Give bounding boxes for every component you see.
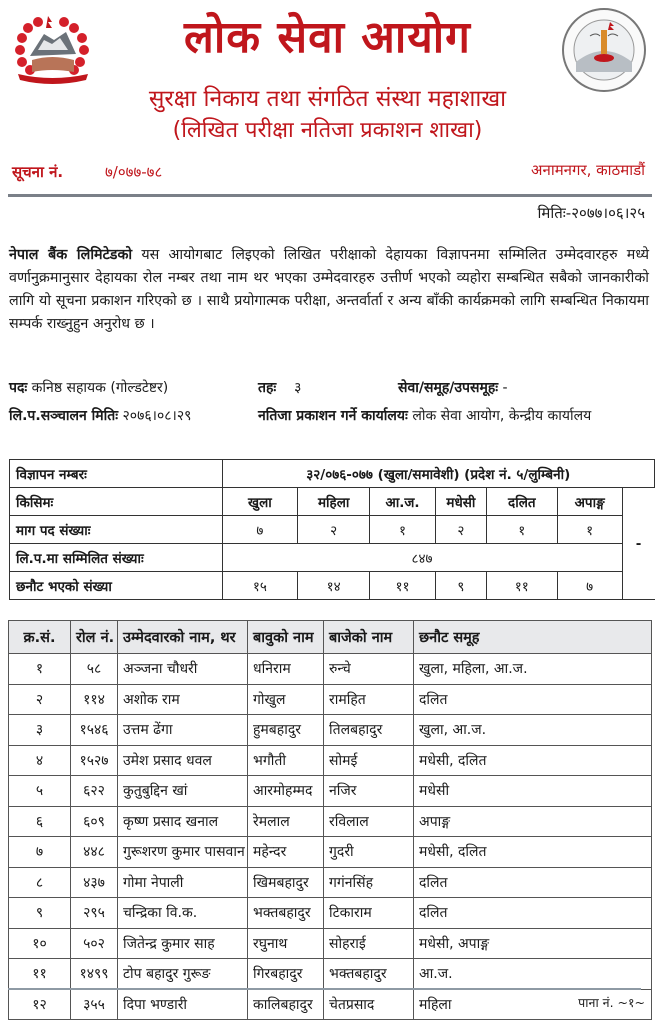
cell-grandfather-name: नजिर bbox=[324, 776, 414, 807]
level-value: ३ bbox=[294, 380, 302, 396]
table-row bbox=[9, 898, 652, 929]
cell-grandfather-name: सोमई bbox=[324, 745, 414, 776]
cell-roll: ३५५ bbox=[71, 989, 118, 1020]
appeared-value: ८४७ bbox=[222, 544, 622, 572]
cell-selected-group: महिला bbox=[414, 989, 652, 1020]
cell-grandfather-name: गुदरी bbox=[324, 837, 414, 868]
demand-cell: १ bbox=[557, 516, 622, 544]
demand-cell: ७ bbox=[222, 516, 298, 544]
cell-roll: १५४६ bbox=[71, 715, 118, 746]
cell-candidate-name: अञ्जना चौधरी bbox=[118, 654, 248, 685]
division-subtitle: सुरक्षा निकाय तथा संगठित संस्था महाशाखा bbox=[148, 86, 507, 112]
demand-cell: १ bbox=[486, 516, 557, 544]
cell-father-name: भगौती bbox=[248, 745, 324, 776]
vacancy-row-ad bbox=[10, 460, 655, 488]
type-cell: आ.ज. bbox=[370, 488, 436, 516]
exam-date-field bbox=[9, 406, 191, 426]
header-grandfather-name: बाजेको नाम bbox=[324, 621, 414, 654]
cell-selected-group: दलित bbox=[414, 898, 652, 929]
cell-serial: ८ bbox=[9, 867, 71, 898]
header-roll: रोल नं. bbox=[71, 621, 118, 654]
post-value: कनिष्ठ सहायक (गोल्डटेष्टर) bbox=[31, 380, 169, 396]
cell-selected-group: खुला, महिला, आ.ज. bbox=[414, 654, 652, 685]
extra-cell: - bbox=[622, 488, 654, 600]
cell-roll: ६२२ bbox=[71, 776, 118, 807]
vacancy-row-demand bbox=[10, 516, 655, 544]
cell-candidate-name: कुतुबुद्दिन खां bbox=[118, 776, 248, 807]
results-body bbox=[9, 654, 652, 1020]
type-cell: खुला bbox=[222, 488, 298, 516]
table-row bbox=[9, 959, 652, 990]
cell-selected-group: अपाङ्ग bbox=[414, 806, 652, 837]
appeared-label: लि.प.मा सम्मिलित संख्याः bbox=[10, 544, 223, 572]
cell-grandfather-name: चेतप्रसाद bbox=[324, 989, 414, 1020]
cell-selected-group: मधेसी, दलित bbox=[414, 837, 652, 868]
post-label: पदः bbox=[9, 380, 28, 396]
cell-grandfather-name: रविलाल bbox=[324, 806, 414, 837]
notice-number: ७/०७७-७८ bbox=[105, 163, 163, 181]
cell-father-name: खिमबहादुर bbox=[248, 867, 324, 898]
cell-grandfather-name: सोहराई bbox=[324, 928, 414, 959]
cell-selected-group: दलित bbox=[414, 867, 652, 898]
header-father-name: बावुको नाम bbox=[248, 621, 324, 654]
table-row bbox=[9, 867, 652, 898]
table-row bbox=[9, 654, 652, 685]
cell-candidate-name: टोप बहादुर गुरूङ bbox=[118, 959, 248, 990]
results-header-row bbox=[9, 621, 652, 654]
table-row bbox=[9, 806, 652, 837]
office-location: अनामनगर, काठमाडौं bbox=[531, 161, 645, 179]
notice-date: मितिः-२०७७।०६।२५ bbox=[537, 204, 645, 222]
exam-date-value: २०७६।०८।२९ bbox=[122, 408, 192, 424]
cell-grandfather-name: भक्तबहादुर bbox=[324, 959, 414, 990]
vacancy-row-appeared bbox=[10, 544, 655, 572]
cell-selected-group: दलित bbox=[414, 684, 652, 715]
cell-serial: ४ bbox=[9, 745, 71, 776]
cell-grandfather-name: रामहित bbox=[324, 684, 414, 715]
publishing-office-value: लोक सेवा आयोग, केन्द्रीय कार्यालय bbox=[412, 408, 592, 424]
cell-roll: १५२७ bbox=[71, 745, 118, 776]
cell-serial: ९ bbox=[9, 898, 71, 929]
cell-candidate-name: उत्तम ढेंगा bbox=[118, 715, 248, 746]
cell-father-name: गिरबहादुर bbox=[248, 959, 324, 990]
page-title: लोक सेवा आयोग bbox=[184, 12, 471, 63]
section-subtitle: (लिखित परीक्षा नतिजा प्रकाशन शाखा) bbox=[172, 118, 483, 143]
service-label: सेवा/समूह/उपसमूहः bbox=[398, 380, 499, 396]
cell-candidate-name: दिपा भण्डारी bbox=[118, 989, 248, 1020]
publishing-office-field bbox=[258, 406, 591, 426]
cell-serial: २ bbox=[9, 684, 71, 715]
cell-father-name: रघुनाथ bbox=[248, 928, 324, 959]
ad-number-label: विज्ञापन नम्बरः bbox=[10, 460, 223, 488]
table-row bbox=[9, 989, 652, 1020]
level-label: तहः bbox=[258, 380, 277, 396]
cell-candidate-name: गुरूशरण कुमार पासवान bbox=[118, 837, 248, 868]
cell-candidate-name: चन्द्रिका वि.क. bbox=[118, 898, 248, 929]
cell-grandfather-name: रुन्चे bbox=[324, 654, 414, 685]
cell-roll: ४४८ bbox=[71, 837, 118, 868]
table-row bbox=[9, 745, 652, 776]
vacancy-row-selected bbox=[10, 572, 655, 600]
cell-roll: २९५ bbox=[71, 898, 118, 929]
type-label: किसिमः bbox=[10, 488, 223, 516]
header-selected-group: छनौट समूह bbox=[414, 621, 652, 654]
organization-name: नेपाल बैंक लिमिटेडको bbox=[9, 247, 133, 263]
selected-cell: ११ bbox=[370, 572, 436, 600]
demand-label: माग पद संख्याः bbox=[10, 516, 223, 544]
post-field bbox=[9, 378, 168, 398]
cell-serial: ५ bbox=[9, 776, 71, 807]
demand-cell: २ bbox=[435, 516, 486, 544]
selected-cell: ७ bbox=[557, 572, 622, 600]
service-value: - bbox=[502, 380, 508, 396]
selected-cell: ११ bbox=[486, 572, 557, 600]
cell-roll: ४३७ bbox=[71, 867, 118, 898]
ad-number-value: ३२/०७६-०७७ (खुला/समावेशी) (प्रदेश नं. ५/लुम्बिनी) bbox=[222, 460, 654, 488]
cell-candidate-name: जितेन्द्र कुमार साह bbox=[118, 928, 248, 959]
service-field bbox=[398, 378, 508, 398]
cell-father-name: हुमबहादुर bbox=[248, 715, 324, 746]
publishing-office-label: नतिजा प्रकाशन गर्ने कार्यालयः bbox=[258, 408, 408, 424]
cell-selected-group: मधेसी, अपाङ्ग bbox=[414, 928, 652, 959]
header-candidate-name: उम्मेदवारको नाम, थर bbox=[118, 621, 248, 654]
cell-serial: १० bbox=[9, 928, 71, 959]
cell-serial: ११ bbox=[9, 959, 71, 990]
exam-date-label: लि.प.सञ्चालन मितिः bbox=[9, 408, 119, 424]
level-field bbox=[258, 378, 301, 398]
table-row bbox=[9, 776, 652, 807]
cell-grandfather-name: गगंनसिंह bbox=[324, 867, 414, 898]
cell-selected-group: खुला, आ.ज. bbox=[414, 715, 652, 746]
cell-father-name: आरमोहम्मद bbox=[248, 776, 324, 807]
cell-roll: ५०२ bbox=[71, 928, 118, 959]
cell-serial: ७ bbox=[9, 837, 71, 868]
cell-candidate-name: गोमा नेपाली bbox=[118, 867, 248, 898]
cell-father-name: कालिबहादुर bbox=[248, 989, 324, 1020]
cell-roll: ६०९ bbox=[71, 806, 118, 837]
cell-selected-group: आ.ज. bbox=[414, 959, 652, 990]
header-serial: क्र.सं. bbox=[9, 621, 71, 654]
cell-serial: ३ bbox=[9, 715, 71, 746]
table-row bbox=[9, 928, 652, 959]
cell-serial: १२ bbox=[9, 989, 71, 1020]
cell-serial: १ bbox=[9, 654, 71, 685]
header-divider bbox=[8, 194, 652, 197]
cell-roll: ११४ bbox=[71, 684, 118, 715]
table-row bbox=[9, 684, 652, 715]
table-row bbox=[9, 837, 652, 868]
cell-candidate-name: उमेश प्रसाद धवल bbox=[118, 745, 248, 776]
vacancy-row-types bbox=[10, 488, 655, 516]
cell-grandfather-name: तिलबहादुर bbox=[324, 715, 414, 746]
type-cell: अपाङ्ग bbox=[557, 488, 622, 516]
cell-candidate-name: कृष्ण प्रसाद खनाल bbox=[118, 806, 248, 837]
selected-cell: ९ bbox=[435, 572, 486, 600]
selected-label: छनौट भएको संख्या bbox=[10, 572, 223, 600]
vacancy-table bbox=[9, 459, 655, 600]
cell-father-name: भक्तबहादुर bbox=[248, 898, 324, 929]
notice-number-label: सूचना नं. bbox=[12, 163, 64, 181]
type-cell: दलित bbox=[486, 488, 557, 516]
selected-cell: १४ bbox=[298, 572, 370, 600]
cell-father-name: रेमलाल bbox=[248, 806, 324, 837]
intro-paragraph bbox=[9, 244, 649, 336]
cell-father-name: गोखुल bbox=[248, 684, 324, 715]
cell-father-name: धनिराम bbox=[248, 654, 324, 685]
footer-divider bbox=[8, 988, 641, 990]
cell-candidate-name: अशोक राम bbox=[118, 684, 248, 715]
page-number: पाना नं. ~१~ bbox=[578, 995, 645, 1010]
cell-roll: १४९९ bbox=[71, 959, 118, 990]
cell-selected-group: मधेसी, दलित bbox=[414, 745, 652, 776]
results-table bbox=[8, 620, 652, 1020]
type-cell: मधेसी bbox=[435, 488, 486, 516]
intro-text: यस आयोगबाट लिइएको लिखित परीक्षाको देहायका विज्ञापनमा सम्मिलित उम्मेदवारहरु मध्ये वर्णानुक्रमानुसार देहायका रोल नम्बर तथा नाम थर भएका उम्मेदवारहरु उत्तीर्ण भएको व्यहोरा सम्बन्धित सबैको जानकारीको लागि यो सूचना प्रकाशन गरिएको छ । साथै प्रयोगात्मक परीक्षा, अन्तर्वार्ता र अन्य बाँकी कार्यक्रमको लागि सम्बन्धित निकायमा सम्पर्क राख्नुहुन अनुरोध छ । bbox=[9, 247, 649, 332]
cell-grandfather-name: टिकाराम bbox=[324, 898, 414, 929]
cell-serial: ६ bbox=[9, 806, 71, 837]
selected-cell: १५ bbox=[222, 572, 298, 600]
cell-father-name: महेन्दर bbox=[248, 837, 324, 868]
type-cell: महिला bbox=[298, 488, 370, 516]
cell-roll: ५८ bbox=[71, 654, 118, 685]
demand-cell: २ bbox=[298, 516, 370, 544]
demand-cell: १ bbox=[370, 516, 436, 544]
table-row bbox=[9, 715, 652, 746]
cell-selected-group: मधेसी bbox=[414, 776, 652, 807]
